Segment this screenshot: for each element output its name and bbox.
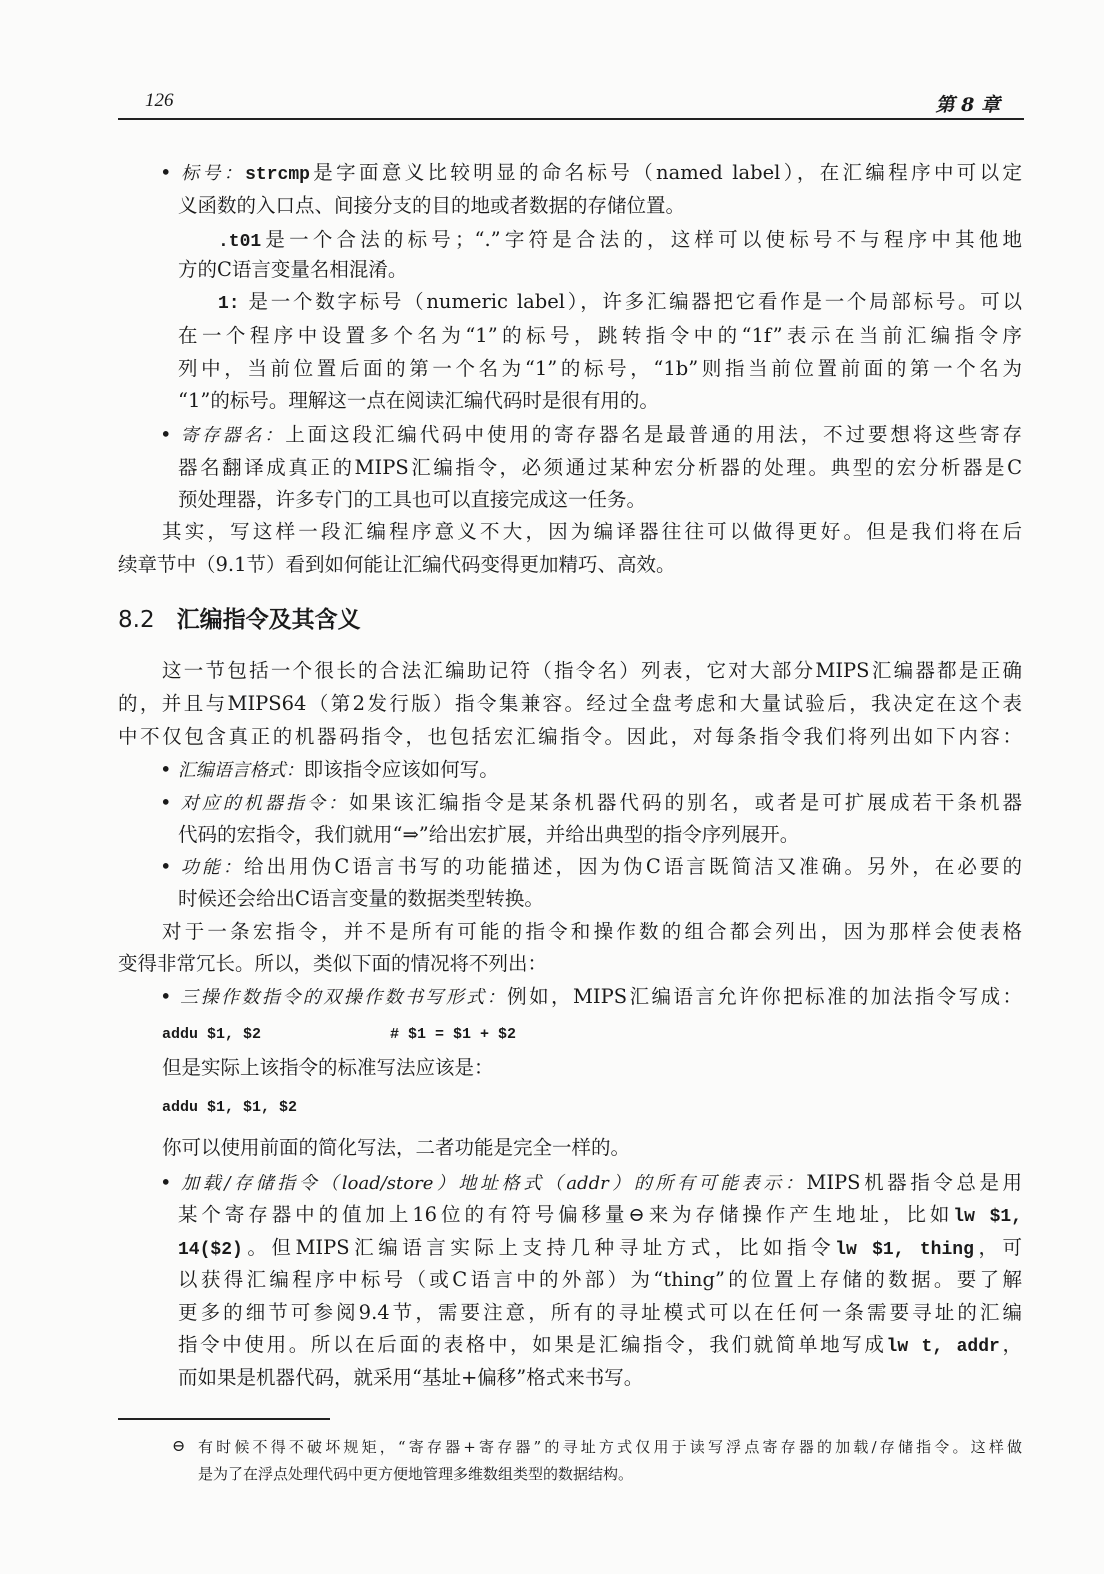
code-instruction: addu $1, $2 bbox=[162, 1026, 262, 1043]
text-run: 变得非常冗长。所以，类似下面的情况将不列出： bbox=[118, 952, 548, 975]
text-line bbox=[178, 1267, 1022, 1293]
text-run: 在一个程序中设置多个名为“1”的标号，跳转指令中的“1f”表示在当前汇编指令序 bbox=[178, 324, 1022, 347]
text-line bbox=[162, 1055, 1022, 1081]
text-run: 时候还会给出C语言变量的数据类型转换。 bbox=[178, 887, 544, 910]
text-run: 例如，MIPS汇编语言允许你把标准的加法指令写成： bbox=[507, 985, 1023, 1008]
footnote-line: 有时候不得不破坏规矩，“寄存器+寄存器”的寻址方式仅用于读写浮点寄存器的加载/存储指令。这样做 bbox=[198, 1438, 1022, 1456]
text-line bbox=[160, 790, 1022, 816]
inline-code: 1: bbox=[218, 294, 240, 314]
header-rule bbox=[118, 118, 1024, 120]
text-line bbox=[160, 854, 1022, 880]
term-label: 对应的机器指令： bbox=[180, 793, 350, 814]
text-run: MIPS机器指令总是用 bbox=[806, 1171, 1023, 1194]
text-run: 的，并且与MIPS64（第2发行版）指令集兼容。经过全盘考虑和大量试验后，我决定在这个表 bbox=[118, 692, 1022, 715]
text-run: 是字面意义比较明显的命名标号（named label），在汇编程序中可以定 bbox=[309, 161, 1023, 184]
text-run: 义函数的入口点、间接分支的目的地或者数据的存储位置。 bbox=[178, 194, 686, 217]
text-run: 方的C语言变量名相混淆。 bbox=[178, 258, 408, 281]
text-run: 以获得汇编程序中标号（或C语言中的外部）为“thing”的位置上存储的数据。要了解 bbox=[178, 1268, 1022, 1291]
inline-code: .t01 bbox=[218, 232, 262, 252]
text-line bbox=[178, 257, 1022, 283]
inline-code: lw t, addr bbox=[886, 1337, 1000, 1357]
section-number: 8.2 bbox=[118, 607, 155, 633]
text-line bbox=[160, 984, 1022, 1010]
text-run: • bbox=[160, 423, 181, 446]
text-line bbox=[178, 1365, 1022, 1391]
term-label: 功能： bbox=[180, 857, 245, 878]
text-line bbox=[160, 160, 1022, 186]
text-line bbox=[118, 552, 1022, 578]
text-run: • bbox=[160, 758, 178, 781]
text-run: “1”的标号。理解这一点在阅读汇编代码时是很有用的。 bbox=[178, 389, 659, 412]
text-line bbox=[178, 356, 1022, 382]
term-label: 标号： bbox=[181, 163, 246, 184]
inline-code: lw $1, bbox=[953, 1207, 1023, 1227]
text-line bbox=[178, 193, 1022, 219]
text-line bbox=[178, 455, 1022, 481]
text-line bbox=[218, 227, 1022, 253]
inline-code: 14($2) bbox=[178, 1240, 243, 1260]
text-run: 你可以使用前面的简化写法，二者功能是完全一样的。 bbox=[162, 1136, 631, 1159]
term-label: 加载/存储指令（load/store）地址格式（addr）的所有可能表示： bbox=[181, 1173, 807, 1194]
text-line bbox=[178, 1332, 1022, 1358]
text-line bbox=[162, 919, 1022, 945]
inline-code: strcmp bbox=[245, 165, 310, 185]
text-run: 中不仅包含真正的机器码指令，也包括宏汇编指令。因此，对每条指令我们将列出如下内容： bbox=[118, 725, 1022, 748]
text-line bbox=[118, 724, 1022, 750]
text-run: 指令中使用。所以在后面的表格中，如果是汇编指令，我们就简单地写成 bbox=[178, 1333, 887, 1356]
text-run: 是一个数字标号（numeric label），许多汇编器把它看作是一个局部标号。可以 bbox=[239, 290, 1022, 313]
text-run: 其实，写这样一段汇编程序意义不大，因为编译器往往可以做得更好。但是我们将在后 bbox=[162, 520, 1022, 543]
text-run: 但是实际上该指令的标准写法应该是： bbox=[162, 1056, 494, 1079]
text-run: 而如果是机器代码，就采用“基址+偏移”格式来书写。 bbox=[178, 1366, 644, 1389]
text-line bbox=[162, 1135, 1022, 1161]
text-run: 是一个合法的标号；“.”字符是合法的，这样可以使标号不与程序中其他地 bbox=[261, 228, 1022, 251]
term-label: 汇编语言格式： bbox=[177, 760, 304, 781]
text-run: 即该指令应该如何写。 bbox=[303, 758, 499, 781]
text-run: 某个寄存器中的值加上16位的有符号偏移量⊖来为存储操作产生地址，比如 bbox=[178, 1203, 954, 1226]
text-line bbox=[160, 422, 1022, 448]
text-run: 续章节中（9.1节）看到如何能让汇编代码变得更加精巧、高效。 bbox=[118, 553, 676, 576]
text-run: 器名翻译成真正的MIPS汇编指令，必须通过某种宏分析器的处理。典型的宏分析器是C bbox=[178, 456, 1022, 479]
inline-code: lw $1, thing bbox=[835, 1240, 974, 1260]
text-line bbox=[178, 1300, 1022, 1326]
text-run: 对于一条宏指令，并不是所有可能的指令和操作数的组合都会列出，因为那样会使表格 bbox=[162, 920, 1022, 943]
text-line bbox=[178, 323, 1022, 349]
text-run: 上面这段汇编代码中使用的寄存器名是最普通的用法，不过要想将这些寄存 bbox=[285, 423, 1022, 446]
page-number: 126 bbox=[145, 90, 174, 111]
text-line bbox=[218, 289, 1022, 315]
text-line bbox=[178, 886, 1022, 912]
footnote-rule bbox=[118, 1418, 330, 1420]
code-example-1 bbox=[162, 1026, 517, 1043]
section-heading bbox=[118, 601, 361, 634]
text-run: • bbox=[160, 1171, 182, 1194]
text-line bbox=[160, 1170, 1022, 1196]
chapter-label: 第 8 章 bbox=[935, 94, 1000, 116]
text-line bbox=[178, 822, 1022, 848]
footnote-marker: ⊖ bbox=[172, 1436, 186, 1455]
footnote-line: 是为了在浮点处理代码中更方便地管理多维数组类型的数据结构。 bbox=[198, 1465, 634, 1483]
text-run: • bbox=[160, 985, 181, 1008]
text-run: 更多的细节可参阅9.4节，需要注意，所有的寻址模式可以在任何一条需要寻址的汇编 bbox=[178, 1301, 1022, 1324]
text-run: 如果该汇编指令是某条机器代码的别名，或者是可扩展成若干条机器 bbox=[349, 791, 1022, 814]
text-run: 预处理器，许多专门的工具也可以直接完成这一任务。 bbox=[178, 488, 647, 511]
text-run: ， bbox=[999, 1333, 1022, 1356]
term-label: 三操作数指令的双操作数书写形式： bbox=[180, 987, 508, 1008]
text-line bbox=[118, 951, 1022, 977]
text-line bbox=[178, 1235, 1022, 1261]
text-run: 列中，当前位置后面的第一个名为“1”的标号，“1b”则指当前位置前面的第一个名为 bbox=[178, 357, 1022, 380]
text-line bbox=[118, 691, 1022, 717]
text-line bbox=[162, 519, 1022, 545]
text-run: 代码的宏指令，我们就用“⇒”给出宏扩展，并给出典型的指令序列展开。 bbox=[178, 823, 800, 846]
text-run: 这一节包括一个很长的合法汇编助记符（指令名）列表，它对大部分MIPS汇编器都是正确 bbox=[162, 659, 1022, 682]
text-run: • bbox=[160, 161, 182, 184]
text-run: 给出用伪C语言书写的功能描述，因为伪C语言既简洁又准确。另外，在必要的 bbox=[244, 855, 1022, 878]
text-run: • bbox=[160, 791, 181, 814]
text-line bbox=[160, 757, 1022, 783]
text-run: 。但MIPS汇编语言实际上支持几种寻址方式，比如指令 bbox=[242, 1236, 836, 1259]
text-run: • bbox=[160, 855, 181, 878]
code-comment: # $1 = $1 + $2 bbox=[390, 1026, 517, 1043]
text-line bbox=[178, 487, 1022, 513]
code-example-2: addu $1, $1, $2 bbox=[162, 1099, 298, 1116]
text-line bbox=[178, 1202, 1022, 1228]
term-label: 寄存器名： bbox=[180, 425, 286, 446]
text-line bbox=[178, 388, 1022, 414]
text-run: ，可 bbox=[973, 1236, 1022, 1259]
text-line bbox=[162, 658, 1022, 684]
section-title: 汇编指令及其含义 bbox=[176, 607, 361, 633]
